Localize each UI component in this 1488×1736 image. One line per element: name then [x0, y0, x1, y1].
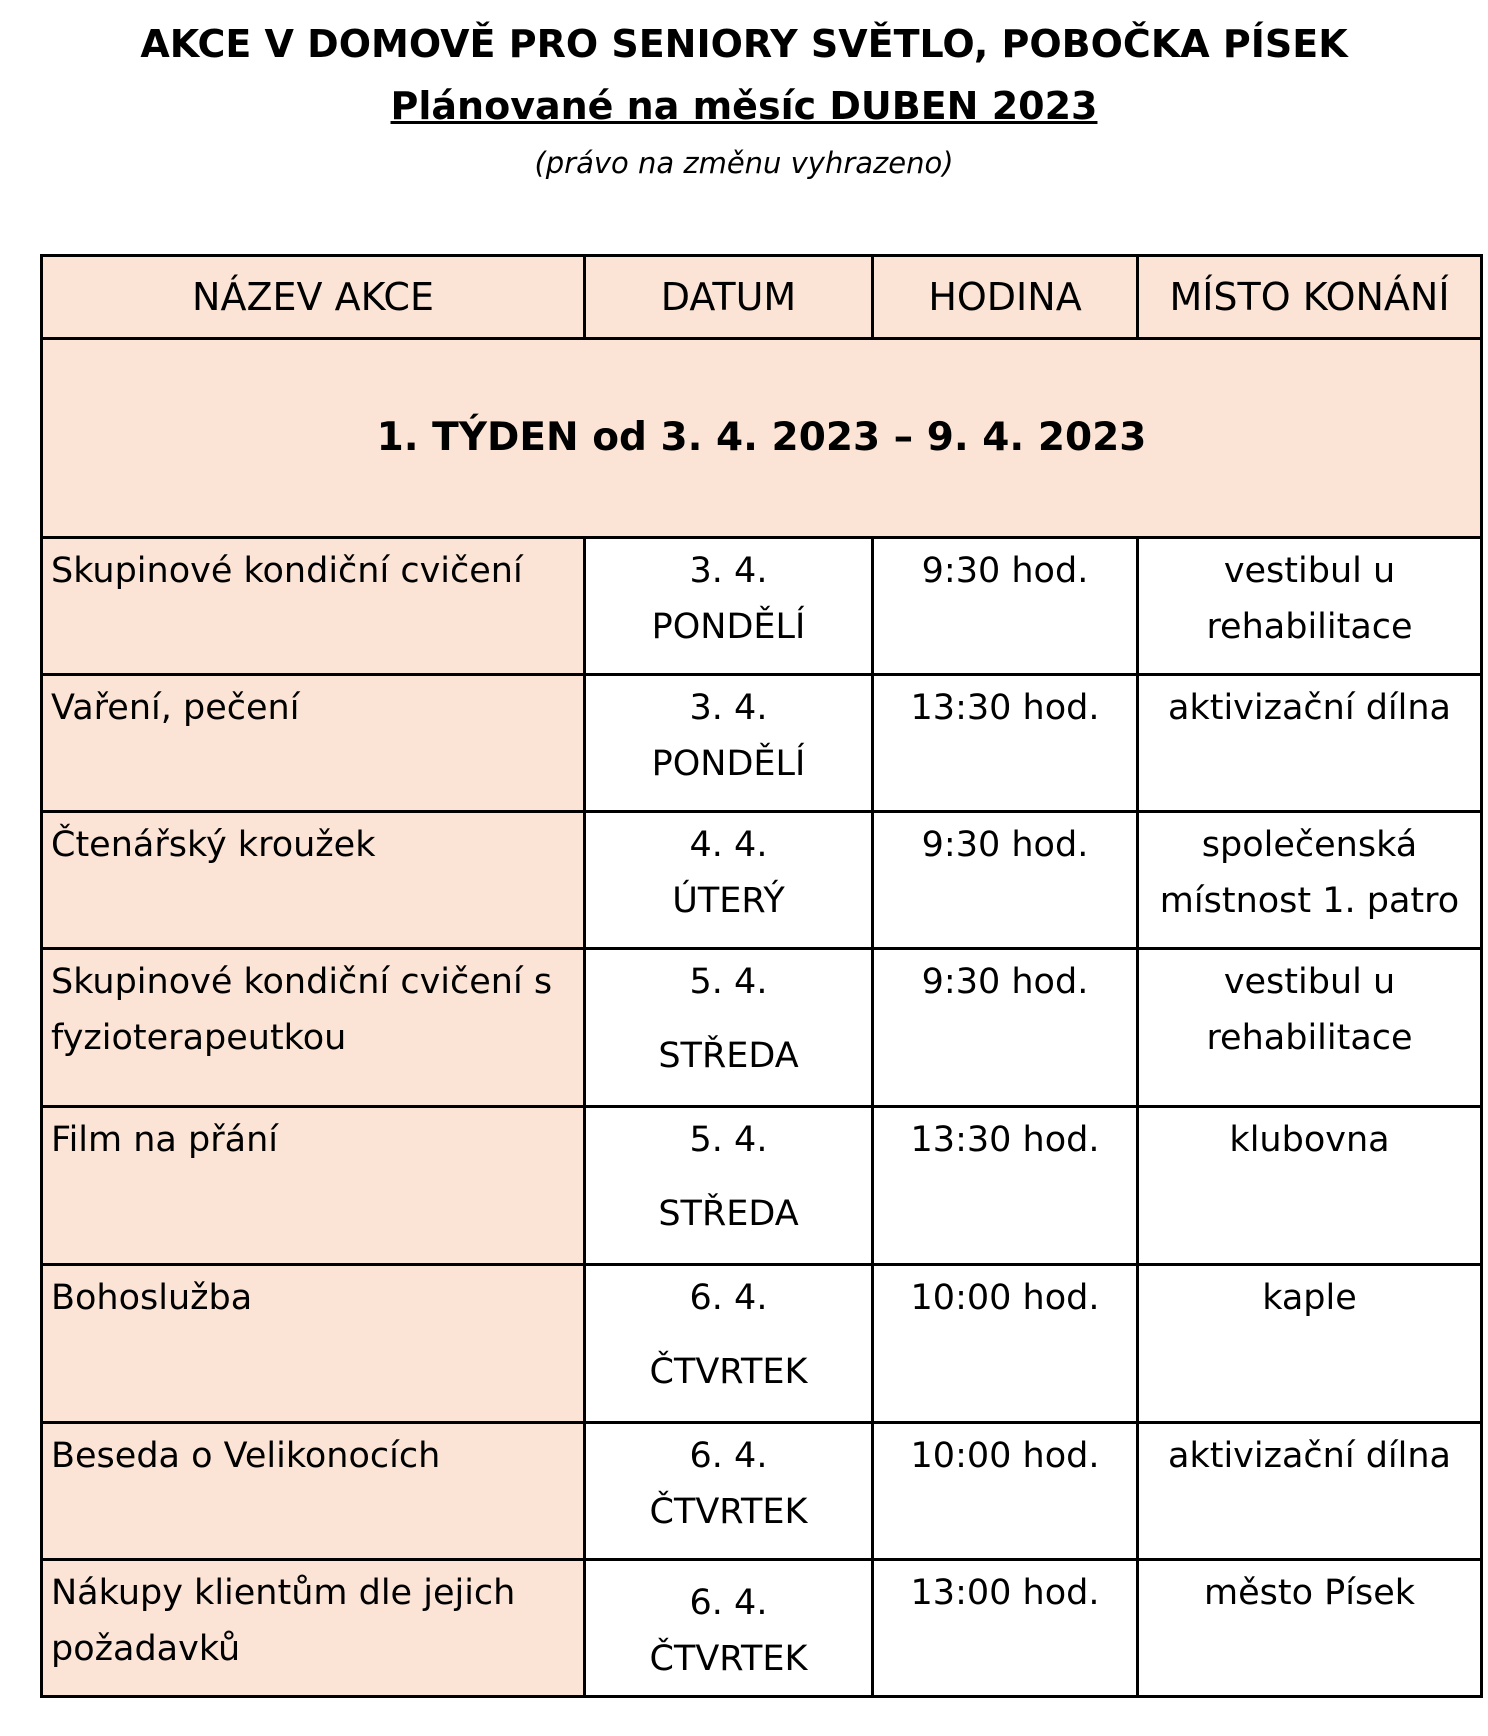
- event-name: Vaření, pečení: [42, 675, 585, 812]
- event-date: 5. 4. STŘEDA: [585, 1107, 873, 1265]
- week-label: 1. TÝDEN od 3. 4. 2023 – 9. 4. 2023: [42, 339, 1482, 538]
- document-title: AKCE V DOMOVĚ PRO SENIORY SVĚTLO, POBOČKA PÍSEK: [140, 22, 1348, 66]
- header-place: MÍSTO KONÁNÍ: [1138, 256, 1482, 339]
- event-time: 13:30 hod.: [873, 675, 1138, 812]
- event-name: Film na přání: [42, 1107, 585, 1265]
- event-time: 10:00 hod.: [873, 1423, 1138, 1560]
- event-date: 6. 4. ČTVRTEK: [585, 1560, 873, 1697]
- header-row: [42, 256, 1482, 339]
- event-place: aktivizační dílna: [1138, 675, 1482, 812]
- table-row: [42, 1423, 1482, 1560]
- event-name: Skupinové kondiční cvičení: [42, 538, 585, 675]
- table-row: [42, 1265, 1482, 1423]
- event-name: Bohoslužba: [42, 1265, 585, 1423]
- table-row: [42, 538, 1482, 675]
- table-row: [42, 812, 1482, 949]
- event-place: klubovna: [1138, 1107, 1482, 1265]
- event-time: 9:30 hod.: [873, 812, 1138, 949]
- event-place: společenská místnost 1. patro: [1138, 812, 1482, 949]
- event-place: vestibul u rehabilitace: [1138, 949, 1482, 1107]
- event-date: 4. 4. ÚTERÝ: [585, 812, 873, 949]
- event-date: 6. 4. ČTVRTEK: [585, 1265, 873, 1423]
- event-place: město Písek: [1138, 1560, 1482, 1697]
- event-name: Čtenářský kroužek: [42, 812, 585, 949]
- table-row: [42, 675, 1482, 812]
- event-place: kaple: [1138, 1265, 1482, 1423]
- event-place: vestibul u rehabilitace: [1138, 538, 1482, 675]
- header-event-name: NÁZEV AKCE: [42, 256, 585, 339]
- event-time: 9:30 hod.: [873, 538, 1138, 675]
- table-row: [42, 1560, 1482, 1697]
- event-time: 9:30 hod.: [873, 949, 1138, 1107]
- event-date: 6. 4. ČTVRTEK: [585, 1423, 873, 1560]
- header-time: HODINA: [873, 256, 1138, 339]
- event-name: Nákupy klientům dle jejich požadavků: [42, 1560, 585, 1697]
- events-table: [40, 254, 1483, 1698]
- event-date: 3. 4. PONDĚLÍ: [585, 538, 873, 675]
- event-time: 13:30 hod.: [873, 1107, 1138, 1265]
- week-row: [42, 339, 1482, 538]
- event-date: 5. 4. STŘEDA: [585, 949, 873, 1107]
- disclaimer-note: (právo na změnu vyhrazeno): [534, 146, 954, 180]
- table-row: [42, 949, 1482, 1107]
- event-time: 10:00 hod.: [873, 1265, 1138, 1423]
- event-name: Beseda o Velikonocích: [42, 1423, 585, 1560]
- table-row: [42, 1107, 1482, 1265]
- document-subtitle: Plánované na měsíc DUBEN 2023: [390, 84, 1098, 128]
- event-name: Skupinové kondiční cvičení s fyzioterapeutkou: [42, 949, 585, 1107]
- event-time: 13:00 hod.: [873, 1560, 1138, 1697]
- event-place: aktivizační dílna: [1138, 1423, 1482, 1560]
- header-date: DATUM: [585, 256, 873, 339]
- event-date: 3. 4. PONDĚLÍ: [585, 675, 873, 812]
